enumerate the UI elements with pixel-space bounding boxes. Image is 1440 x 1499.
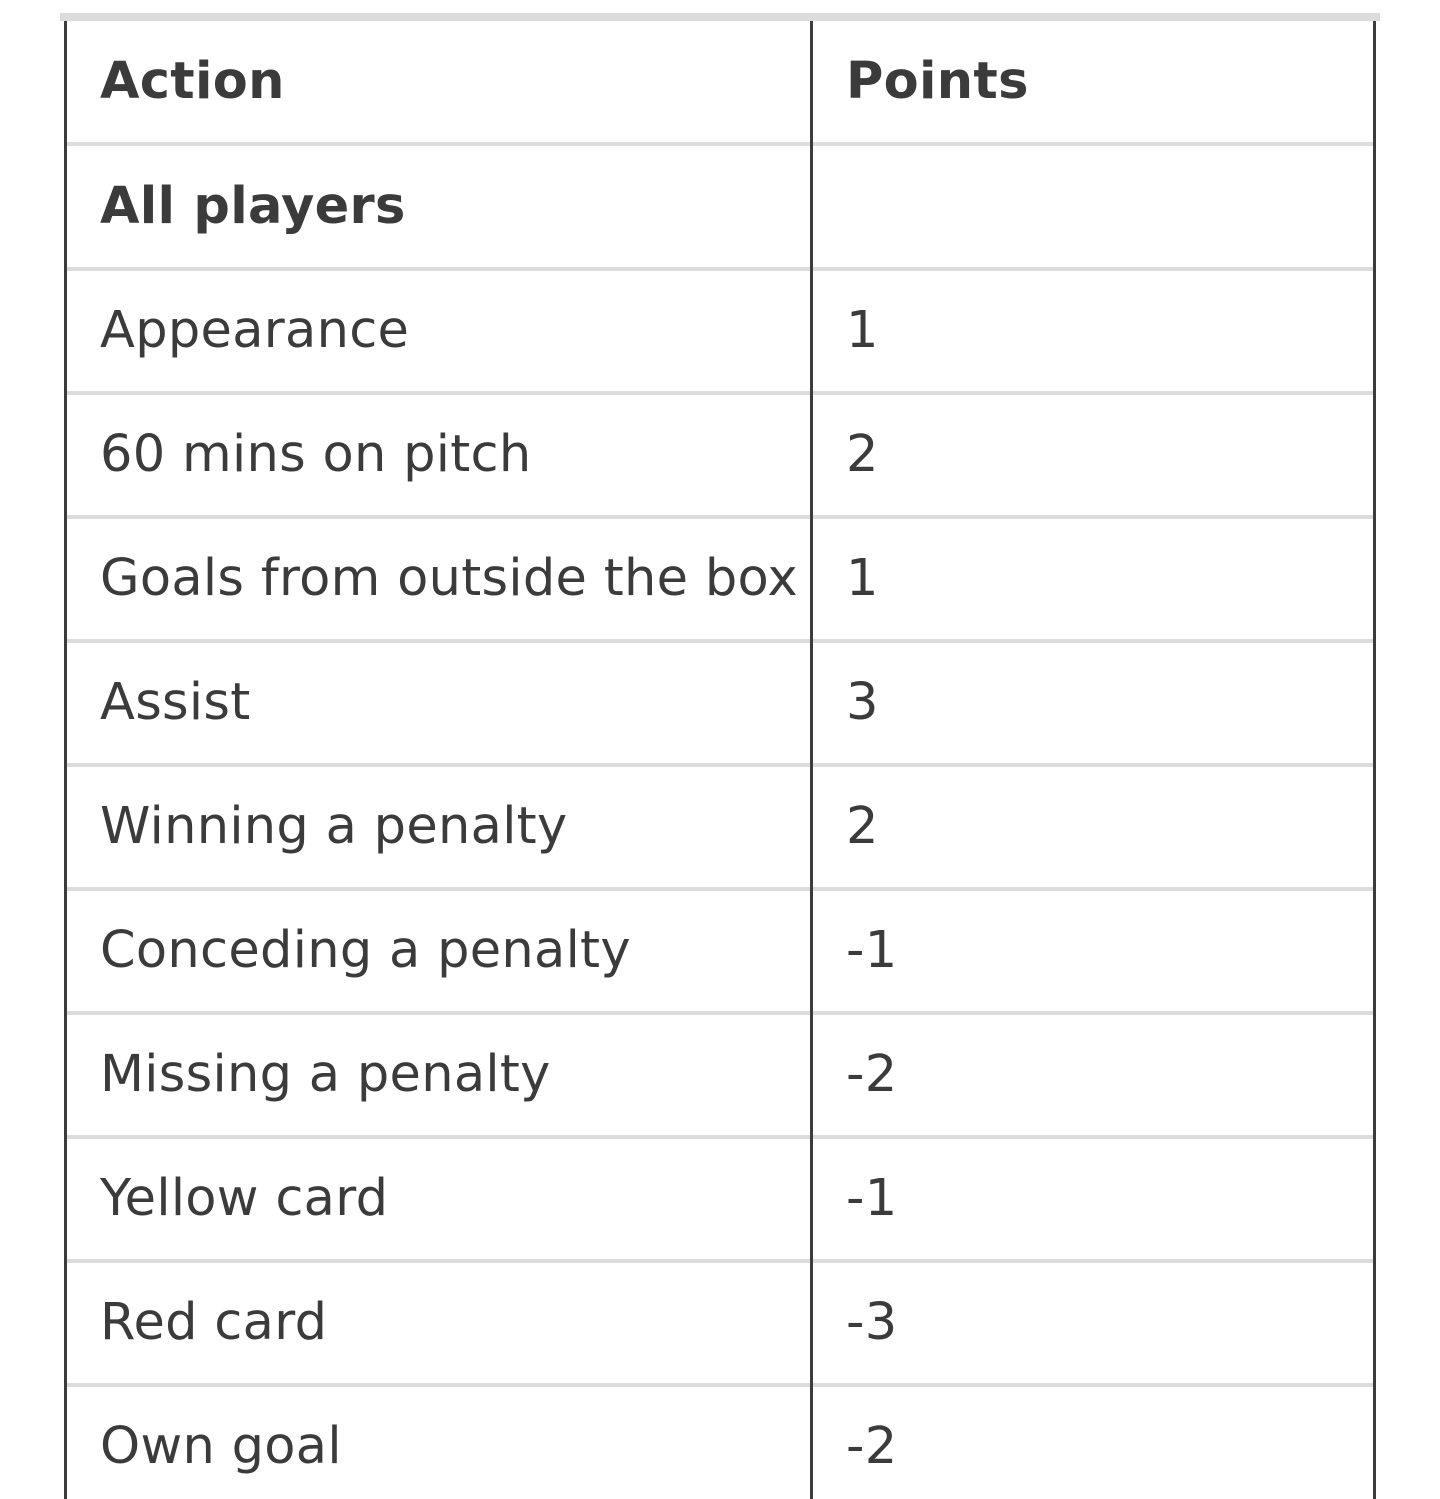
table-row bbox=[67, 642, 1373, 767]
table-top-border bbox=[60, 13, 1380, 21]
points-cell: -1 bbox=[846, 921, 898, 980]
scoring-table bbox=[60, 13, 1380, 1499]
column-header-action: Action bbox=[100, 52, 285, 111]
table-row bbox=[67, 890, 1373, 1015]
action-cell: Missing a penalty bbox=[100, 1045, 551, 1104]
action-cell: Winning a penalty bbox=[100, 797, 568, 856]
points-cell: -2 bbox=[846, 1045, 898, 1104]
points-cell: 2 bbox=[846, 797, 879, 856]
action-cell: Own goal bbox=[100, 1417, 342, 1476]
action-cell: Yellow card bbox=[100, 1169, 389, 1228]
column-header-points: Points bbox=[846, 52, 1029, 111]
table-header-row bbox=[67, 21, 1373, 146]
points-cell: -1 bbox=[846, 1169, 898, 1228]
action-cell: Conceding a penalty bbox=[100, 921, 631, 980]
action-cell: Goals from outside the box bbox=[100, 549, 798, 608]
table-row bbox=[67, 518, 1373, 643]
table-right-border bbox=[1373, 21, 1376, 1499]
table-row bbox=[67, 1386, 1373, 1499]
action-cell: 60 mins on pitch bbox=[100, 425, 532, 484]
section-row bbox=[67, 146, 1373, 271]
points-cell: 1 bbox=[846, 301, 879, 360]
action-cell: Assist bbox=[100, 673, 251, 732]
points-cell: 3 bbox=[846, 673, 879, 732]
points-cell: -2 bbox=[846, 1417, 898, 1476]
action-cell: Red card bbox=[100, 1293, 328, 1352]
table-row bbox=[67, 1262, 1373, 1387]
points-cell: 1 bbox=[846, 549, 879, 608]
table-left-border bbox=[64, 21, 67, 1499]
table-row bbox=[67, 394, 1373, 519]
section-label: All players bbox=[100, 177, 406, 236]
column-divider bbox=[810, 21, 813, 1499]
points-cell: 2 bbox=[846, 425, 879, 484]
table-row bbox=[67, 270, 1373, 395]
table-row bbox=[67, 1138, 1373, 1263]
action-cell: Appearance bbox=[100, 301, 410, 360]
table-row bbox=[67, 1014, 1373, 1139]
points-cell: -3 bbox=[846, 1293, 898, 1352]
table-row bbox=[67, 766, 1373, 891]
